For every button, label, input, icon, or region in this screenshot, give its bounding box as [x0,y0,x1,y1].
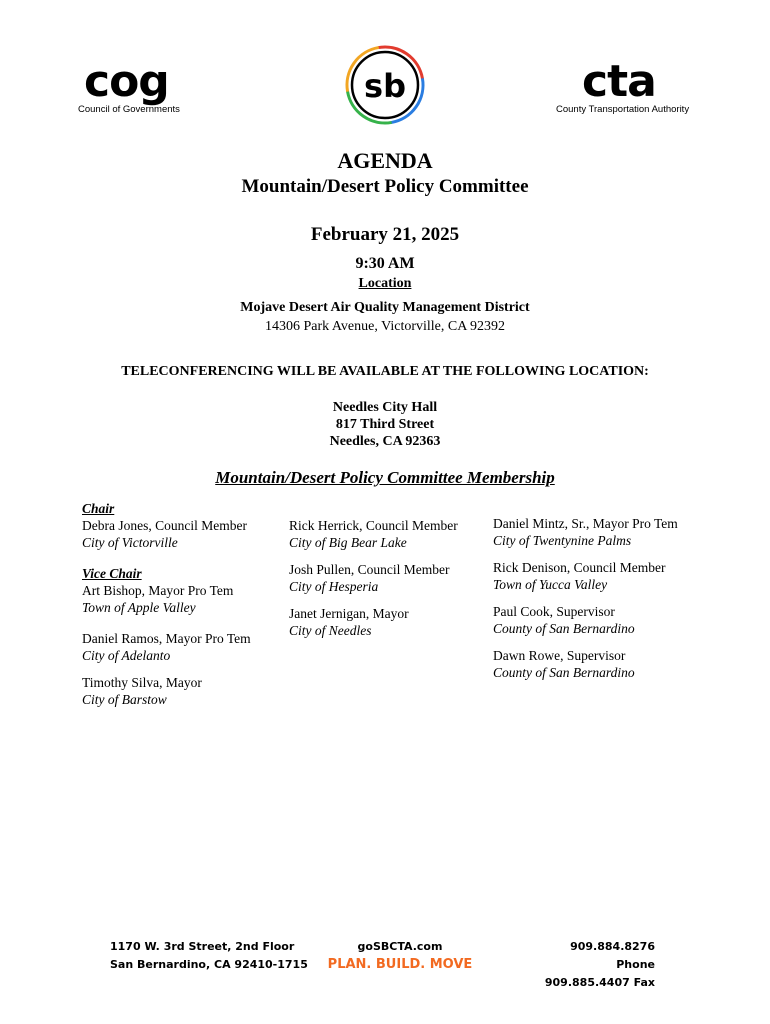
cta-logo [556,56,706,115]
location-label: Location [358,276,412,291]
member-name: Rick Herrick, Council Member [289,518,458,533]
footer-tagline: PLAN. BUILD. MOVE [327,957,473,972]
member-city: City of Victorville [82,535,178,550]
member-name: Daniel Ramos, Mayor Pro Tem [82,631,251,646]
membership-column-2 [289,517,484,649]
footer-contact [540,938,655,992]
member-name: Josh Pullen, Council Member [289,562,450,577]
footer-website: goSBCTA.com [357,940,443,953]
teleconference-address [0,399,770,450]
member-entry [493,603,703,637]
member-city: Town of Yucca Valley [493,577,608,592]
membership-column-1 [82,500,282,718]
member-entry [493,559,703,593]
sb-logo [344,44,426,126]
cog-logo-subtitle: Council of Governments [78,104,180,115]
member-city: City of Adelanto [82,648,171,663]
membership-column-3 [493,515,703,691]
member-city: City of Barstow [82,692,167,707]
member-city: City of Twentynine Palms [493,533,632,548]
cog-logo-word: cog [84,56,169,107]
footer-address-line1: 1170 W. 3rd Street, 2nd Floor [110,940,295,953]
member-entry [493,647,703,681]
member-entry [82,674,282,708]
member-city: City of Big Bear Lake [289,535,407,550]
member-entry [82,500,282,551]
member-entry [82,630,282,664]
member-entry [82,565,282,616]
cta-logo-word: cta [582,56,656,107]
committee-title: Mountain/Desert Policy Committee [241,176,529,197]
member-name: Art Bishop, Mayor Pro Tem [82,583,234,598]
member-entry [289,561,484,595]
member-city: County of San Bernardino [493,665,635,680]
member-name: Debra Jones, Council Member [82,518,247,533]
cog-logo [78,56,198,115]
membership-heading: Mountain/Desert Policy Committee Membership [215,468,555,487]
member-entry [289,605,484,639]
footer-center [300,938,500,974]
member-name: Dawn Rowe, Supervisor [493,648,626,663]
teleconference-street: 817 Third Street [335,417,435,432]
member-name: Janet Jernigan, Mayor [289,606,409,621]
member-name: Paul Cook, Supervisor [493,604,615,619]
footer-phone: 909.884.8276 Phone [570,940,655,971]
sb-logo-word: sb [364,67,406,105]
member-city: County of San Bernardino [493,621,635,636]
teleconference-heading: TELECONFERENCING WILL BE AVAILABLE AT THE FOLLOWING LOCATION: [121,364,649,379]
member-entry [289,517,484,551]
member-city: Town of Apple Valley [82,600,196,615]
member-entry [493,515,703,549]
agenda-title: AGENDA [337,148,433,173]
footer-address [110,938,308,974]
member-city: City of Hesperia [289,579,379,594]
location-address: 14306 Park Avenue, Victorville, CA 92392 [264,319,506,334]
footer-address-line2: San Bernardino, CA 92410-1715 [110,958,308,971]
teleconference-city: Needles, CA 92363 [329,434,441,449]
member-city: City of Needles [289,623,372,638]
meeting-time: 9:30 AM [355,255,415,272]
cta-logo-subtitle: County Transportation Authority [556,104,690,115]
location-name: Mojave Desert Air Quality Management District [240,300,530,315]
teleconference-name: Needles City Hall [332,400,438,415]
footer-fax: 909.885.4407 Fax [544,976,655,989]
member-name: Rick Denison, Council Member [493,560,666,575]
member-name: Daniel Mintz, Sr., Mayor Pro Tem [493,516,678,531]
member-name: Timothy Silva, Mayor [82,675,202,690]
meeting-date: February 21, 2025 [310,224,460,245]
vice-chair-label: Vice Chair [82,566,142,581]
chair-label: Chair [82,501,115,516]
